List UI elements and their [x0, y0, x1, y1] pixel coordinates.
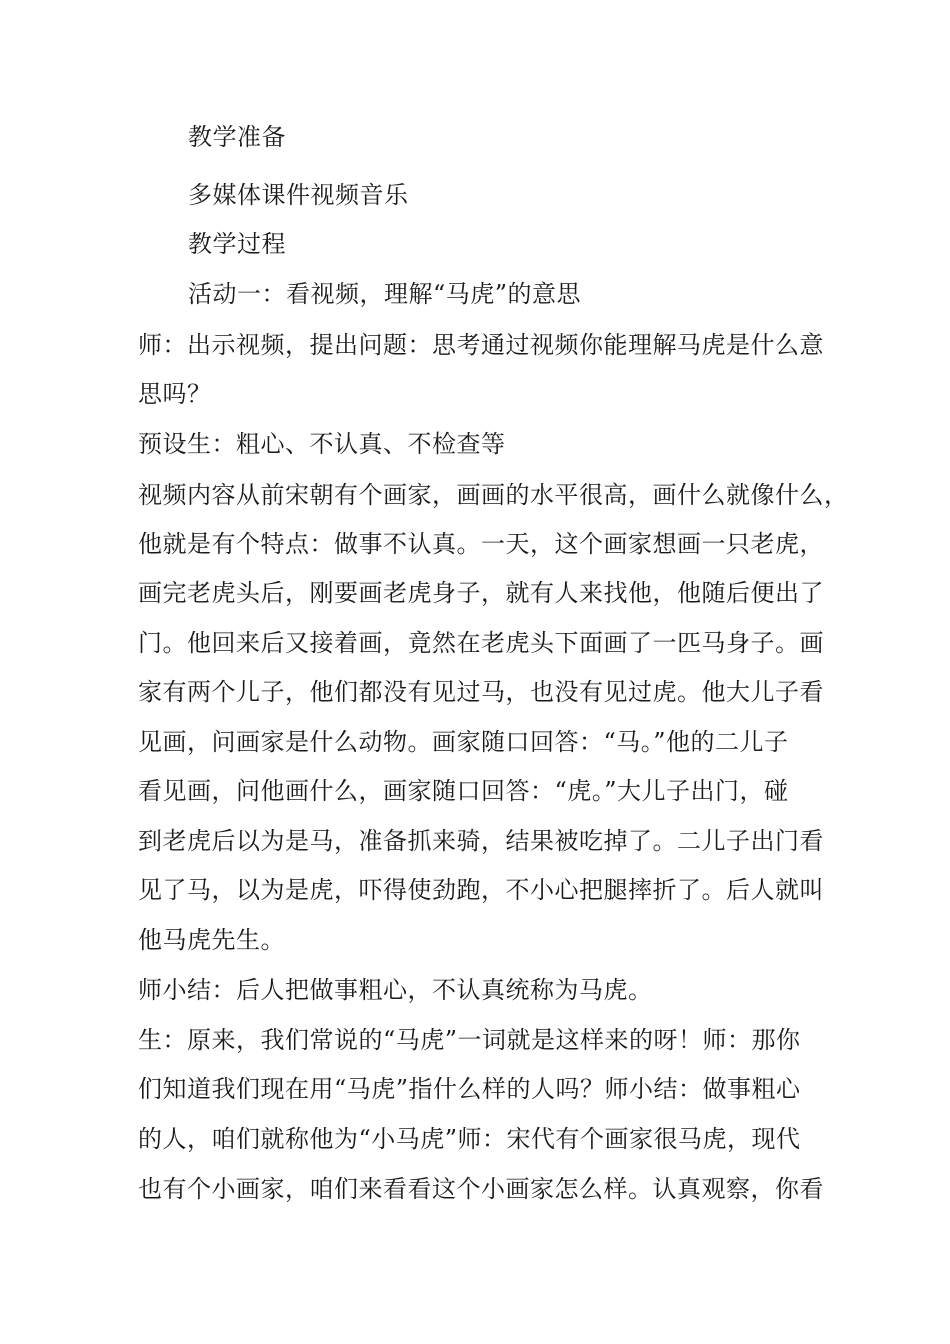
paragraph-line: 画完老虎头后，刚要画老虎身子，就有人来找他，他随后便出了 [138, 579, 824, 607]
paragraph-line: 预设生：粗心、不认真、不检查等 [138, 430, 506, 458]
paragraph-line: 的人，咱们就称他为“小马虎”师：宋代有个画家很马虎，现代 [138, 1125, 801, 1153]
text-materials: 多媒体课件视频音乐 [188, 181, 409, 209]
paragraph-line: 师：出示视频，提出问题：思考通过视频你能理解马虎是什么意 [138, 331, 824, 359]
paragraph-line: 到老虎后以为是马，准备抓来骑，结果被吃掉了。二儿子出门看 [138, 827, 824, 855]
heading-teaching-preparation: 教学准备 [188, 123, 286, 151]
paragraph-line: 他就是有个特点：做事不认真。一天，这个画家想画一只老虎， [138, 530, 824, 558]
paragraph-line: 看见画，问他画什么，画家随口回答：“虎。”大儿子出门，碰 [138, 777, 789, 805]
paragraph-line: 见了马，以为是虎，吓得使劲跑，不小心把腿摔折了。后人就叫 [138, 876, 824, 904]
paragraph-line: 家有两个儿子，他们都没有见过马，也没有见过虎。他大儿子看 [138, 678, 824, 706]
paragraph-line: 师小结：后人把做事粗心，不认真统称为马虎。 [138, 976, 653, 1004]
paragraph-line: 思吗？ [138, 380, 212, 408]
paragraph-line: 也有个小画家，咱们来看看这个小画家怎么样。认真观察，你看 [138, 1175, 824, 1203]
paragraph-line: 视频内容从前宋朝有个画家，画画的水平很高，画什么就像什么， [138, 481, 849, 509]
heading-activity-one: 活动一：看视频，理解“马虎”的意思 [188, 280, 582, 308]
heading-teaching-process: 教学过程 [188, 230, 286, 258]
paragraph-line: 们知道我们现在用“马虎”指什么样的人吗？师小结：做事粗心 [138, 1075, 801, 1103]
paragraph-line: 见画，问画家是什么动物。画家随口回答：“马。”他的二儿子 [138, 728, 789, 756]
paragraph-line: 生：原来，我们常说的“马虎”一词就是这样来的呀！师：那你 [138, 1026, 801, 1054]
paragraph-line: 他马虎先生。 [138, 926, 285, 954]
paragraph-line: 门。他回来后又接着画，竟然在老虎头下面画了一匹马身子。画 [138, 629, 824, 657]
